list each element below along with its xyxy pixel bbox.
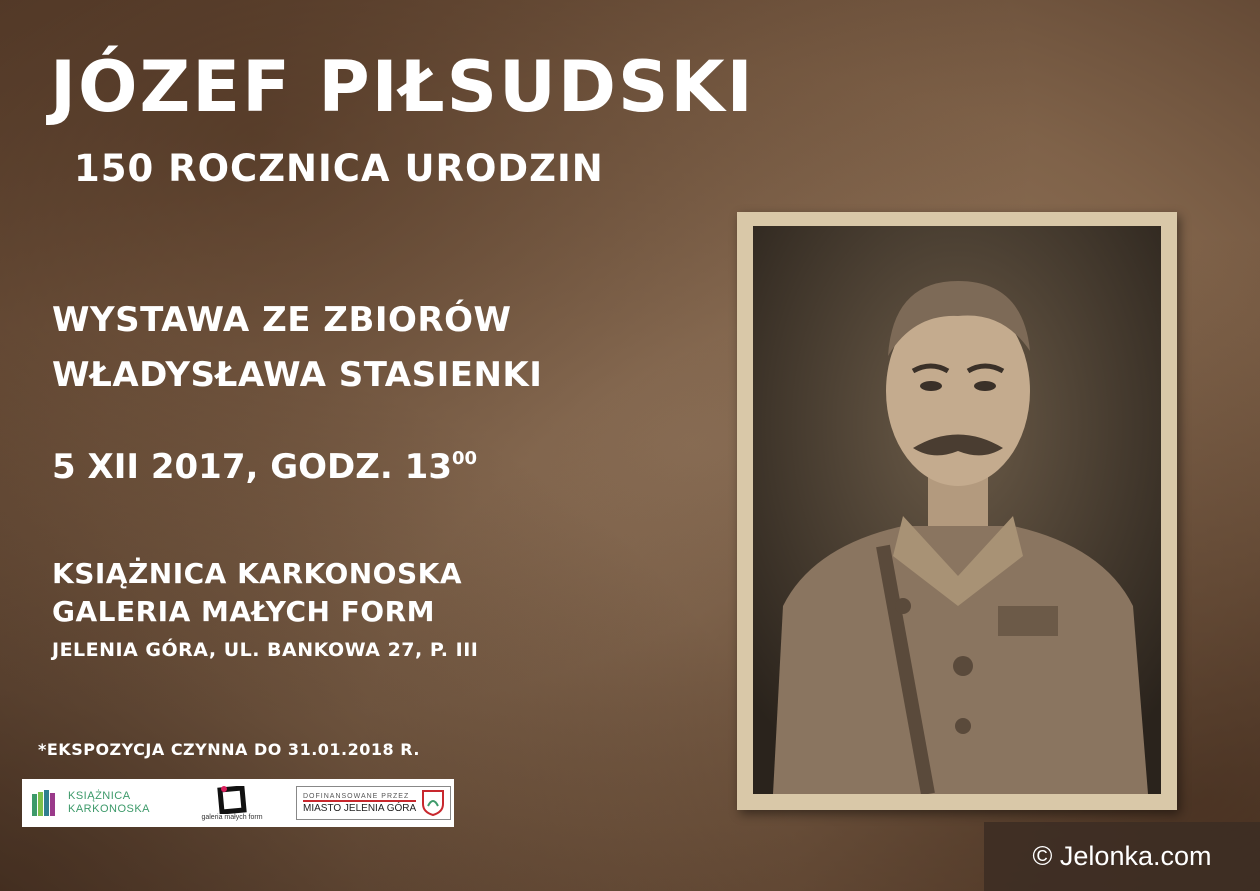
poster-subtitle: 150 ROCZNICA URODZIN xyxy=(74,147,604,190)
venue-line-2: GALERIA MAŁYCH FORM xyxy=(52,595,436,628)
event-date-minutes: 00 xyxy=(451,448,478,469)
city-logo-line-2: MIASTO JELENIA GÓRA xyxy=(303,800,416,814)
portrait-photo-frame xyxy=(737,212,1177,810)
library-logo-line-1: KSIĄŻNICA xyxy=(68,790,131,802)
gallery-frame-icon xyxy=(214,786,250,814)
city-logo xyxy=(296,786,451,820)
exhibition-note: *EKSPOZYCJA CZYNNA DO 31.01.2018 R. xyxy=(38,740,420,759)
library-logo-line-2: KARKONOSKA xyxy=(68,803,151,815)
gallery-logo xyxy=(182,786,282,821)
sponsor-logos-bar xyxy=(22,779,454,827)
exhibition-line-2: WŁADYSŁAWA STASIENKI xyxy=(52,355,543,395)
portrait-photo xyxy=(753,226,1161,794)
gallery-logo-caption: galeria małych form xyxy=(201,813,263,821)
city-crest-icon xyxy=(422,790,444,816)
venue-address: JELENIA GÓRA, UL. BANKOWA 27, P. III xyxy=(52,639,479,661)
event-date-text: 5 XII 2017, GODZ. 13 xyxy=(52,447,452,487)
event-date xyxy=(52,447,478,487)
portrait-illustration xyxy=(753,226,1161,794)
library-logo xyxy=(32,790,182,816)
book-icon xyxy=(32,790,62,816)
exhibition-line-1: WYSTAWA ZE ZBIORÓW xyxy=(52,300,512,340)
venue-line-1: KSIĄŻNICA KARKONOSKA xyxy=(52,557,463,590)
city-logo-line-1: DOFINANSOWANE PRZEZ xyxy=(303,792,410,800)
poster-title: JÓZEF PIŁSUDSKI xyxy=(50,46,755,128)
watermark-credit: © Jelonka.com xyxy=(984,822,1260,891)
